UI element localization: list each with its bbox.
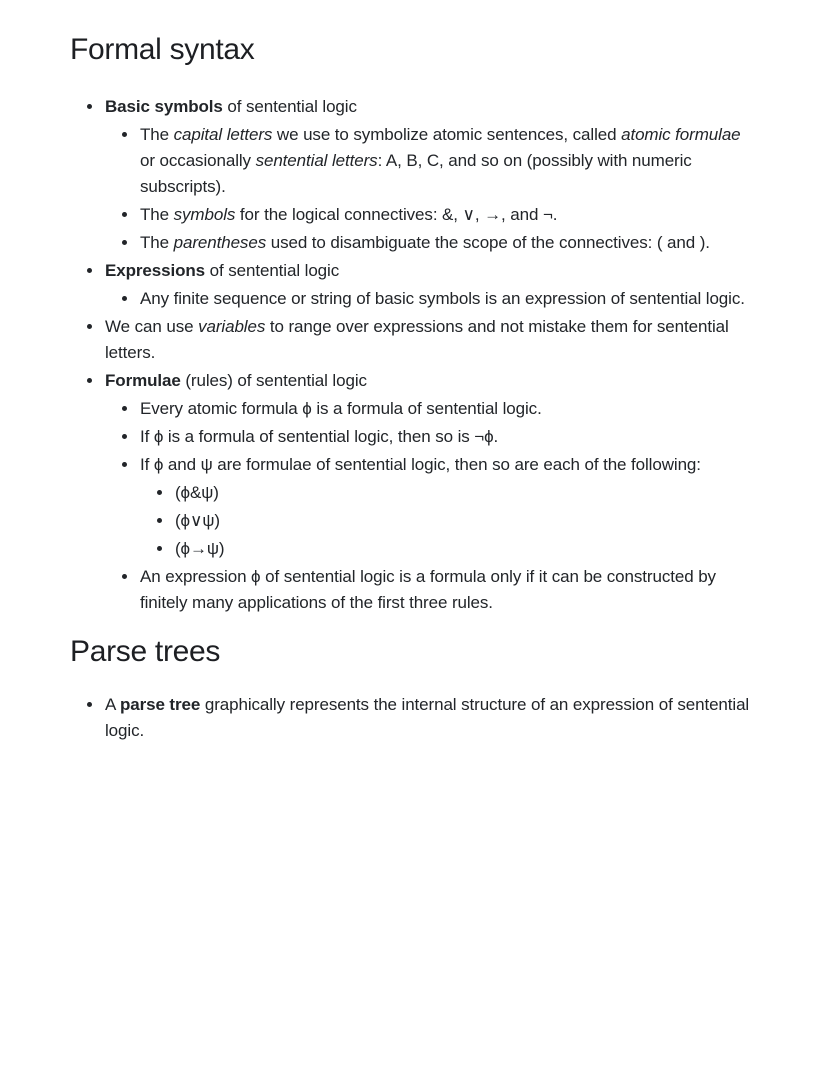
list-item-conjunction <box>140 480 758 506</box>
nested-list <box>140 480 758 562</box>
list-item-variables <box>70 314 758 366</box>
section-heading-parse-trees: Parse trees <box>70 635 221 668</box>
text-run: parentheses <box>173 233 267 252</box>
section-heading-formal-syntax: Formal syntax <box>70 33 255 66</box>
list-item-an-expression <box>105 564 758 616</box>
text-run: Every atomic formula ϕ is a formula of sentential logic. <box>140 399 542 418</box>
list-item-capital-letters <box>105 122 758 200</box>
text-run: graphically represents the internal structure of an expression of sentential logic. <box>105 695 750 740</box>
bullet-icon <box>122 212 127 217</box>
list-item-parse-tree <box>70 692 758 744</box>
bullet-icon <box>157 518 162 523</box>
text-run: A <box>105 695 120 714</box>
list-item-basic-symbols <box>70 94 758 256</box>
list-item-if-phi <box>105 424 758 450</box>
text-run: The <box>140 205 174 224</box>
bullet-icon <box>87 378 92 383</box>
nested-list <box>105 286 758 312</box>
text-run: : A, B, C, and so on (possibly with numeric subscripts). <box>140 151 692 196</box>
list-item-expressions <box>70 258 758 312</box>
text-run: capital letters <box>173 125 273 144</box>
bullet-icon <box>122 132 127 137</box>
list-item-formulae <box>70 368 758 616</box>
list-item-conditional <box>140 536 758 562</box>
list-item-every-atomic <box>105 396 758 422</box>
text-run: The <box>140 233 174 252</box>
bullet-icon <box>122 434 127 439</box>
text-run: (rules) of sentential logic <box>180 371 367 390</box>
text-run: atomic formulae <box>621 125 741 144</box>
bullet-icon <box>122 296 127 301</box>
text-run: to range over expressions and not mistake them for sentential letters. <box>105 317 729 362</box>
text-run: we use to symbolize atomic sentences, called <box>272 125 622 144</box>
bullet-icon <box>87 104 92 109</box>
text-run: The <box>140 125 174 144</box>
bullet-icon <box>122 240 127 245</box>
list-item-symbols <box>105 202 758 228</box>
text-run: used to disambiguate the scope of the connectives: ( and ). <box>266 233 710 252</box>
nested-list <box>105 396 758 616</box>
bullet-icon <box>122 406 127 411</box>
list-item-any-finite <box>105 286 758 312</box>
nested-list <box>105 122 758 256</box>
text-run: Formulae <box>105 371 181 390</box>
bullet-icon <box>157 546 162 551</box>
text-run: If ϕ and ψ are formulae of sentential logic, then so are each of the following: <box>140 455 701 474</box>
bullet-icon <box>87 702 92 707</box>
text-run: (ϕ&ψ) <box>175 483 219 502</box>
formal-syntax-list <box>70 94 758 616</box>
text-run: of sentential logic <box>205 261 340 280</box>
text-run: Basic symbols <box>105 97 223 116</box>
text-run: parse tree <box>119 695 201 714</box>
list-item-parentheses <box>105 230 758 256</box>
text-run: (ϕ→ψ) <box>175 539 225 558</box>
text-run: variables <box>198 317 266 336</box>
text-run: (ϕ∨ψ) <box>175 511 220 530</box>
bullet-icon <box>122 462 127 467</box>
bullet-icon <box>157 490 162 495</box>
bullet-icon <box>87 268 92 273</box>
bullet-icon <box>87 324 92 329</box>
text-run: An expression ϕ of sentential logic is a formula only if it can be constructed by finitely many applications of the first three rules. <box>140 567 716 612</box>
text-run: sentential letters <box>255 151 378 170</box>
text-run: Expressions <box>105 261 206 280</box>
text-run: for the logical connectives: &, ∨, →, and ¬. <box>235 205 558 224</box>
text-run: Any finite sequence or string of basic symbols is an expression of sentential logic. <box>140 289 745 308</box>
text-run: or occasionally <box>140 151 256 170</box>
text-run: If ϕ is a formula of sentential logic, then so is ¬ϕ. <box>140 427 499 446</box>
text-run: We can use <box>105 317 199 336</box>
text-run: of sentential logic <box>222 97 357 116</box>
text-run: symbols <box>173 205 236 224</box>
list-item-disjunction <box>140 508 758 534</box>
parse-trees-list <box>70 692 758 744</box>
list-item-if-phi-psi <box>105 452 758 562</box>
bullet-icon <box>122 574 127 579</box>
